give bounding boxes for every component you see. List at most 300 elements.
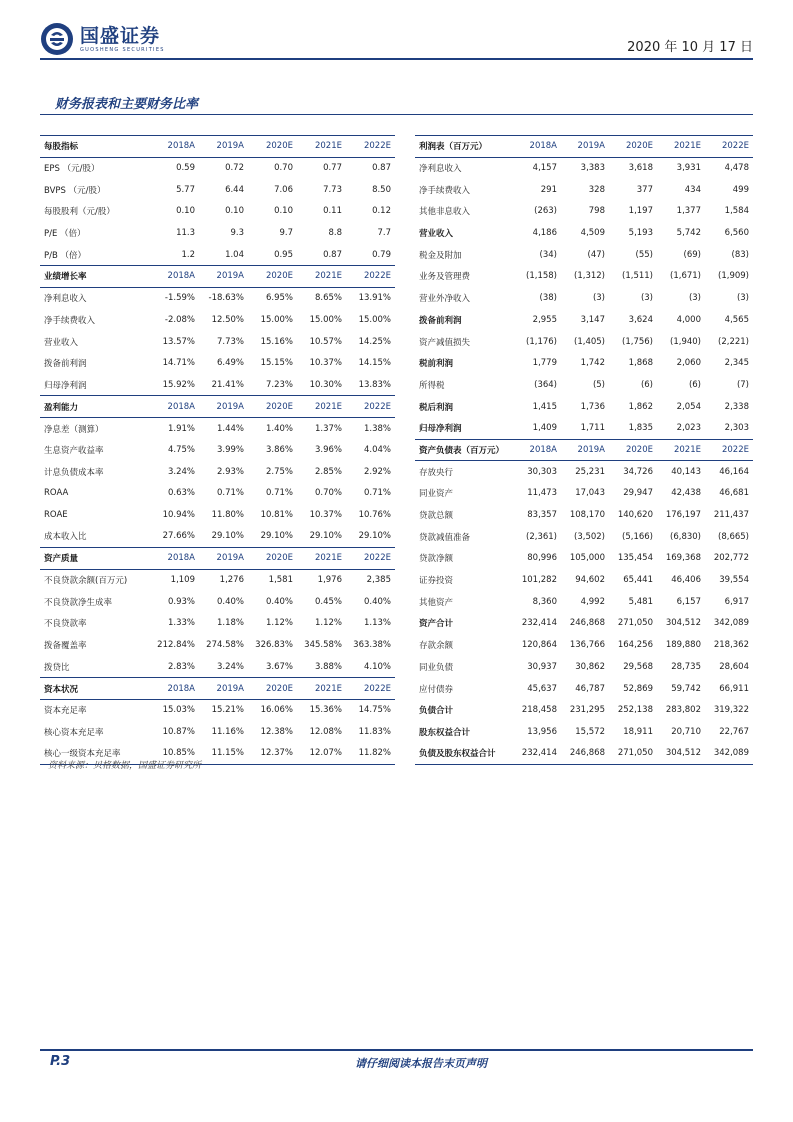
year-header-cell: 2021E bbox=[297, 548, 346, 570]
table-row bbox=[415, 699, 753, 721]
row-label: 拨贷比 bbox=[44, 662, 70, 673]
value-cell: 3.99% bbox=[216, 444, 244, 455]
value-cell: 15.15% bbox=[260, 358, 293, 369]
value-cell: 59,742 bbox=[671, 683, 701, 694]
disclaimer-note: 请仔细阅读本报告末页声明 bbox=[355, 1057, 487, 1070]
value-cell: 0.10 bbox=[176, 206, 195, 217]
table-row bbox=[415, 634, 753, 656]
value-cell: 1.91% bbox=[167, 423, 195, 434]
brand-name-en: GUOSHENG SECURITIES bbox=[80, 46, 165, 53]
row-label: 不良贷款净生成率 bbox=[44, 597, 113, 608]
value-cell: 0.40% bbox=[363, 596, 391, 607]
row-label: 归母净利润 bbox=[419, 424, 462, 435]
value-cell: 13.57% bbox=[162, 336, 195, 347]
value-cell: 6.49% bbox=[216, 358, 244, 369]
logo-text bbox=[80, 25, 165, 54]
value-cell: 3,383 bbox=[580, 163, 605, 174]
year-header-cell: 2019A bbox=[199, 136, 248, 158]
table-row bbox=[40, 287, 395, 309]
value-cell: 6,560 bbox=[724, 228, 749, 239]
table-header-row bbox=[415, 136, 753, 158]
year-header-cell: 2020E bbox=[609, 136, 657, 158]
value-cell: 326.83% bbox=[255, 640, 293, 651]
row-label: P/B （倍） bbox=[44, 250, 87, 261]
row-label: 净利息收入 bbox=[419, 164, 462, 175]
page-number: P.3 bbox=[50, 1054, 71, 1069]
value-cell: 0.87 bbox=[372, 163, 391, 174]
table-header-row bbox=[415, 439, 753, 461]
row-label: 贷款净额 bbox=[419, 554, 454, 565]
table-row bbox=[40, 179, 395, 201]
value-cell: 1,976 bbox=[317, 575, 342, 586]
value-cell: 30,937 bbox=[527, 661, 557, 672]
value-cell: 28,604 bbox=[719, 661, 749, 672]
value-cell: 5,742 bbox=[676, 228, 701, 239]
year-header-cell: 2018A bbox=[150, 548, 199, 570]
value-cell: 15.36% bbox=[309, 705, 342, 716]
year-header-cell: 2021E bbox=[297, 678, 346, 700]
row-label: 核心资本充足率 bbox=[44, 727, 104, 738]
value-cell: -18.63% bbox=[208, 293, 244, 304]
value-cell: 218,458 bbox=[521, 705, 557, 716]
value-cell: 13.91% bbox=[358, 293, 391, 304]
value-cell: 2,054 bbox=[676, 401, 701, 412]
value-cell: 11.83% bbox=[358, 726, 391, 737]
table-row bbox=[415, 721, 753, 743]
table-row bbox=[40, 526, 395, 548]
value-cell: 0.12 bbox=[372, 206, 391, 217]
value-cell: 14.71% bbox=[162, 358, 195, 369]
table-row bbox=[415, 613, 753, 635]
value-cell: (3,502) bbox=[574, 531, 605, 542]
value-cell: 17,043 bbox=[575, 488, 605, 499]
value-cell: 1,415 bbox=[532, 401, 557, 412]
value-cell: 10.37% bbox=[309, 358, 342, 369]
table-row bbox=[40, 699, 395, 721]
row-label: 拨备覆盖率 bbox=[44, 641, 87, 652]
value-cell: 11,473 bbox=[527, 488, 557, 499]
value-cell: 2.75% bbox=[265, 466, 293, 477]
value-cell: 6,157 bbox=[676, 596, 701, 607]
value-cell: 11.80% bbox=[211, 510, 244, 521]
row-label: 每股股利（元/股） bbox=[44, 207, 115, 218]
value-cell: 0.10 bbox=[274, 206, 293, 217]
value-cell: 14.75% bbox=[358, 705, 391, 716]
row-label: 净手续费收入 bbox=[419, 185, 471, 196]
table-row bbox=[40, 374, 395, 396]
value-cell: 176,197 bbox=[665, 510, 701, 521]
row-label: 不良贷款率 bbox=[44, 619, 87, 630]
value-cell: 4,000 bbox=[676, 314, 701, 325]
value-cell: 1.12% bbox=[314, 618, 342, 629]
value-cell: 4,157 bbox=[532, 163, 557, 174]
value-cell: 246,868 bbox=[561, 743, 609, 765]
value-cell: 1.13% bbox=[363, 618, 391, 629]
year-header-cell: 2018A bbox=[513, 439, 561, 461]
row-label: 资产合计 bbox=[419, 619, 454, 630]
value-cell: 0.63% bbox=[167, 488, 195, 499]
table-row bbox=[415, 743, 753, 765]
table-row bbox=[415, 396, 753, 418]
year-header-cell: 2022E bbox=[346, 548, 395, 570]
value-cell: 1,276 bbox=[219, 575, 244, 586]
value-cell: 9.3 bbox=[230, 228, 244, 239]
row-label: 存放央行 bbox=[419, 467, 454, 478]
value-cell: 45,637 bbox=[527, 683, 557, 694]
row-label: 净利息收入 bbox=[44, 294, 87, 305]
value-cell: (83) bbox=[731, 249, 749, 260]
row-label: BVPS （元/股） bbox=[44, 185, 106, 196]
year-header-cell: 2018A bbox=[150, 396, 199, 418]
year-header-cell: 2020E bbox=[248, 396, 297, 418]
value-cell: (364) bbox=[534, 379, 557, 390]
value-cell: 30,303 bbox=[527, 466, 557, 477]
value-cell: -2.08% bbox=[164, 314, 195, 325]
table-row bbox=[415, 591, 753, 613]
table-row bbox=[40, 483, 395, 505]
value-cell: 1,742 bbox=[580, 358, 605, 369]
row-label: 证券投资 bbox=[419, 576, 454, 587]
value-cell: (69) bbox=[683, 249, 701, 260]
guosheng-logo-icon bbox=[40, 22, 74, 56]
year-header-cell: 2020E bbox=[248, 548, 297, 570]
value-cell: 0.11 bbox=[323, 206, 342, 217]
value-cell: 15.00% bbox=[358, 314, 391, 325]
row-label: 税后利润 bbox=[419, 402, 454, 413]
row-label: 资本充足率 bbox=[44, 706, 87, 717]
row-label: 同业资产 bbox=[419, 489, 454, 500]
table-row bbox=[40, 157, 395, 179]
table-row bbox=[40, 569, 395, 591]
financial-statements-table bbox=[415, 135, 753, 765]
value-cell: (2,221) bbox=[718, 336, 749, 347]
table-row bbox=[40, 634, 395, 656]
value-cell: 0.77 bbox=[323, 163, 342, 174]
value-cell: 13,956 bbox=[527, 726, 557, 737]
value-cell: 46,787 bbox=[575, 683, 605, 694]
year-header-cell: 2021E bbox=[297, 266, 346, 288]
value-cell: 105,000 bbox=[569, 553, 605, 564]
value-cell: (1,511) bbox=[622, 271, 653, 282]
year-header-cell: 2022E bbox=[705, 439, 753, 461]
table-row bbox=[40, 222, 395, 244]
row-label: 核心一级资本充足率 bbox=[40, 743, 150, 765]
value-cell: 2,385 bbox=[366, 575, 391, 586]
table-row bbox=[415, 244, 753, 266]
value-cell: (38) bbox=[539, 293, 557, 304]
value-cell: 189,880 bbox=[665, 640, 701, 651]
value-cell: (8,665) bbox=[718, 531, 749, 542]
value-cell: 120,864 bbox=[521, 640, 557, 651]
table-row bbox=[40, 591, 395, 613]
value-cell: 4.75% bbox=[167, 444, 195, 455]
value-cell: 1,377 bbox=[676, 206, 701, 217]
row-label: 净息差（测算） bbox=[44, 424, 104, 435]
value-cell: 11.3 bbox=[176, 228, 195, 239]
table-header-row bbox=[40, 266, 395, 288]
value-cell: 10.76% bbox=[358, 510, 391, 521]
table-header-row bbox=[40, 136, 395, 158]
value-cell: 21.41% bbox=[211, 379, 244, 390]
value-cell: 2,345 bbox=[724, 358, 749, 369]
value-cell: 3.67% bbox=[265, 661, 293, 672]
value-cell: 0.59 bbox=[176, 163, 195, 174]
value-cell: (1,158) bbox=[526, 271, 557, 282]
value-cell: (55) bbox=[635, 249, 653, 260]
value-cell: 14.25% bbox=[358, 336, 391, 347]
year-header-cell: 2019A bbox=[199, 266, 248, 288]
value-cell: 218,362 bbox=[713, 640, 749, 651]
value-cell: 0.10 bbox=[225, 206, 244, 217]
year-header-cell: 2022E bbox=[346, 136, 395, 158]
value-cell: 12.37% bbox=[248, 743, 297, 765]
value-cell: 328 bbox=[588, 184, 605, 195]
section-divider bbox=[40, 114, 753, 115]
value-cell: 3.24% bbox=[167, 466, 195, 477]
value-cell: 499 bbox=[732, 184, 749, 195]
value-cell: 1,711 bbox=[580, 423, 605, 434]
value-cell: 10.81% bbox=[260, 510, 293, 521]
value-cell: (1,940) bbox=[670, 336, 701, 347]
value-cell: 0.71% bbox=[363, 488, 391, 499]
value-cell: 2.92% bbox=[363, 466, 391, 477]
value-cell: 1,736 bbox=[580, 401, 605, 412]
value-cell: 164,256 bbox=[617, 640, 653, 651]
value-cell: 15.00% bbox=[309, 314, 342, 325]
value-cell: 1.44% bbox=[216, 423, 244, 434]
row-label: 存款余额 bbox=[419, 641, 454, 652]
value-cell: 1,779 bbox=[532, 358, 557, 369]
row-label: 应付债券 bbox=[419, 684, 454, 695]
table-row bbox=[415, 352, 753, 374]
value-cell: 1,581 bbox=[268, 575, 293, 586]
table-row bbox=[415, 287, 753, 309]
row-label: 股东权益合计 bbox=[419, 727, 471, 738]
row-label: 生息资产收益率 bbox=[44, 445, 104, 456]
value-cell: 16.06% bbox=[260, 705, 293, 716]
value-cell: 4,478 bbox=[724, 163, 749, 174]
year-header-cell: 2020E bbox=[609, 439, 657, 461]
row-label: 同业负债 bbox=[419, 662, 454, 673]
value-cell: 2.93% bbox=[216, 466, 244, 477]
row-label: 贷款总额 bbox=[419, 511, 454, 522]
year-header-cell: 2021E bbox=[657, 439, 705, 461]
value-cell: 29.10% bbox=[358, 531, 391, 542]
table-row bbox=[415, 309, 753, 331]
year-header-cell: 2018A bbox=[150, 136, 199, 158]
value-cell: 3,618 bbox=[628, 163, 653, 174]
value-cell: 342,089 bbox=[713, 618, 749, 629]
section-header-label: 资本状况 bbox=[40, 678, 150, 700]
row-label: 所得税 bbox=[419, 380, 445, 391]
value-cell: 83,357 bbox=[527, 510, 557, 521]
value-cell: 4,509 bbox=[580, 228, 605, 239]
section-header-label: 资产质量 bbox=[40, 548, 150, 570]
value-cell: 2,338 bbox=[724, 401, 749, 412]
row-label: 业务及管理费 bbox=[419, 272, 471, 283]
section-header-label: 盈利能力 bbox=[40, 396, 150, 418]
value-cell: 135,454 bbox=[617, 553, 653, 564]
value-cell: 3.88% bbox=[314, 661, 342, 672]
value-cell: 304,512 bbox=[665, 618, 701, 629]
year-header-cell: 2019A bbox=[199, 548, 248, 570]
table-row bbox=[40, 439, 395, 461]
value-cell: 211,437 bbox=[713, 510, 749, 521]
value-cell: 246,868 bbox=[569, 618, 605, 629]
row-label: 计息负债成本率 bbox=[44, 467, 104, 478]
row-label: 拨备前利润 bbox=[44, 359, 87, 370]
value-cell: 291 bbox=[540, 184, 557, 195]
value-cell: (1,176) bbox=[526, 336, 557, 347]
value-cell: 4,992 bbox=[580, 596, 605, 607]
value-cell: 342,089 bbox=[705, 743, 753, 765]
year-header-cell: 2022E bbox=[346, 266, 395, 288]
value-cell: 11.16% bbox=[211, 726, 244, 737]
table-row bbox=[415, 331, 753, 353]
row-label: 拨备前利润 bbox=[419, 315, 462, 326]
value-cell: 101,282 bbox=[521, 575, 557, 586]
value-cell: 6,917 bbox=[724, 596, 749, 607]
value-cell: 15.03% bbox=[162, 705, 195, 716]
value-cell: 3.96% bbox=[314, 444, 342, 455]
table-row bbox=[40, 504, 395, 526]
value-cell: 66,911 bbox=[719, 683, 749, 694]
value-cell: (47) bbox=[587, 249, 605, 260]
value-cell: 0.71% bbox=[216, 488, 244, 499]
row-label: ROAE bbox=[44, 510, 68, 521]
value-cell: 1.18% bbox=[216, 618, 244, 629]
value-cell: (3) bbox=[688, 293, 701, 304]
value-cell: 0.79 bbox=[372, 249, 391, 260]
value-cell: 15.00% bbox=[260, 314, 293, 325]
value-cell: 252,138 bbox=[617, 705, 653, 716]
value-cell: 136,766 bbox=[569, 640, 605, 651]
value-cell: 1,835 bbox=[628, 423, 653, 434]
value-cell: 13.83% bbox=[358, 379, 391, 390]
value-cell: 283,802 bbox=[665, 705, 701, 716]
value-cell: 8.50 bbox=[372, 184, 391, 195]
year-header-cell: 2020E bbox=[248, 266, 297, 288]
row-label: 营业收入 bbox=[419, 229, 454, 240]
row-label: 资产减值损失 bbox=[419, 337, 471, 348]
value-cell: 11.15% bbox=[199, 743, 248, 765]
row-label: 不良贷款余额(百万元) bbox=[44, 576, 128, 587]
year-header-cell: 2022E bbox=[346, 678, 395, 700]
value-cell: 3.86% bbox=[265, 444, 293, 455]
value-cell: 1.38% bbox=[363, 423, 391, 434]
value-cell: 22,767 bbox=[719, 726, 749, 737]
value-cell: 2,060 bbox=[676, 358, 701, 369]
value-cell: 1,862 bbox=[628, 401, 653, 412]
value-cell: 1.33% bbox=[167, 618, 195, 629]
value-cell: 1,409 bbox=[532, 423, 557, 434]
value-cell: 2.85% bbox=[314, 466, 342, 477]
value-cell: 140,620 bbox=[617, 510, 653, 521]
value-cell: 46,681 bbox=[719, 488, 749, 499]
table-row bbox=[40, 417, 395, 439]
value-cell: 46,164 bbox=[719, 466, 749, 477]
value-cell: 15,572 bbox=[575, 726, 605, 737]
value-cell: (5,166) bbox=[622, 531, 653, 542]
year-header-cell: 2018A bbox=[150, 266, 199, 288]
value-cell: 232,414 bbox=[513, 743, 561, 765]
row-label: 其他资产 bbox=[419, 597, 454, 608]
table-row bbox=[40, 244, 395, 266]
value-cell: 28,735 bbox=[671, 661, 701, 672]
value-cell: 5,193 bbox=[628, 228, 653, 239]
value-cell: (1,909) bbox=[718, 271, 749, 282]
row-label: P/E （倍） bbox=[44, 229, 86, 240]
value-cell: 0.40% bbox=[265, 596, 293, 607]
value-cell: 40,143 bbox=[671, 466, 701, 477]
year-header-cell: 2019A bbox=[561, 439, 609, 461]
value-cell: 15.16% bbox=[260, 336, 293, 347]
value-cell: 304,512 bbox=[657, 743, 705, 765]
table-row bbox=[415, 526, 753, 548]
table-row bbox=[415, 157, 753, 179]
value-cell: 0.40% bbox=[216, 596, 244, 607]
value-cell: 65,441 bbox=[623, 575, 653, 586]
value-cell: 0.87 bbox=[323, 249, 342, 260]
value-cell: 46,406 bbox=[671, 575, 701, 586]
value-cell: 29,947 bbox=[623, 488, 653, 499]
row-label: 净手续费收入 bbox=[44, 315, 96, 326]
table-row bbox=[415, 678, 753, 700]
value-cell: 274.58% bbox=[206, 640, 244, 651]
report-date: 2020 年 10 月 17 日 bbox=[627, 40, 753, 55]
value-cell: 1.04 bbox=[225, 249, 244, 260]
value-cell: 7.06 bbox=[274, 184, 293, 195]
value-cell: 0.70% bbox=[314, 488, 342, 499]
table-row bbox=[415, 569, 753, 591]
value-cell: (6,830) bbox=[670, 531, 701, 542]
value-cell: 10.85% bbox=[150, 743, 199, 765]
table-row bbox=[40, 309, 395, 331]
value-cell: 1.12% bbox=[265, 618, 293, 629]
value-cell: 30,862 bbox=[575, 661, 605, 672]
value-cell: (34) bbox=[539, 249, 557, 260]
section-header-label: 资产负债表（百万元） bbox=[415, 439, 513, 461]
year-header-cell: 2021E bbox=[297, 136, 346, 158]
row-label: 归母净利润 bbox=[44, 380, 87, 391]
value-cell: 8.8 bbox=[328, 228, 342, 239]
value-cell: 29,568 bbox=[623, 661, 653, 672]
year-header-cell: 2021E bbox=[297, 396, 346, 418]
value-cell: 0.95 bbox=[274, 249, 293, 260]
value-cell: 7.73 bbox=[323, 184, 342, 195]
year-header-cell: 2022E bbox=[705, 136, 753, 158]
table-row bbox=[415, 222, 753, 244]
row-label: 营业外净收入 bbox=[419, 294, 471, 305]
value-cell: 5,481 bbox=[628, 596, 653, 607]
value-cell: (1,671) bbox=[670, 271, 701, 282]
value-cell: 12.07% bbox=[297, 743, 346, 765]
value-cell: 11.82% bbox=[346, 743, 395, 765]
row-label: EPS （元/股） bbox=[44, 164, 100, 175]
value-cell: (263) bbox=[534, 206, 557, 217]
value-cell: 377 bbox=[636, 184, 653, 195]
value-cell: 2,955 bbox=[532, 314, 557, 325]
value-cell: 1.2 bbox=[181, 249, 195, 260]
value-cell: 4.04% bbox=[363, 444, 391, 455]
value-cell: (1,756) bbox=[622, 336, 653, 347]
header-divider bbox=[40, 58, 753, 60]
value-cell: 4.10% bbox=[363, 661, 391, 672]
value-cell: 10.87% bbox=[162, 726, 195, 737]
value-cell: 14.15% bbox=[358, 358, 391, 369]
year-header-cell: 2019A bbox=[199, 396, 248, 418]
year-header-cell: 2020E bbox=[248, 136, 297, 158]
